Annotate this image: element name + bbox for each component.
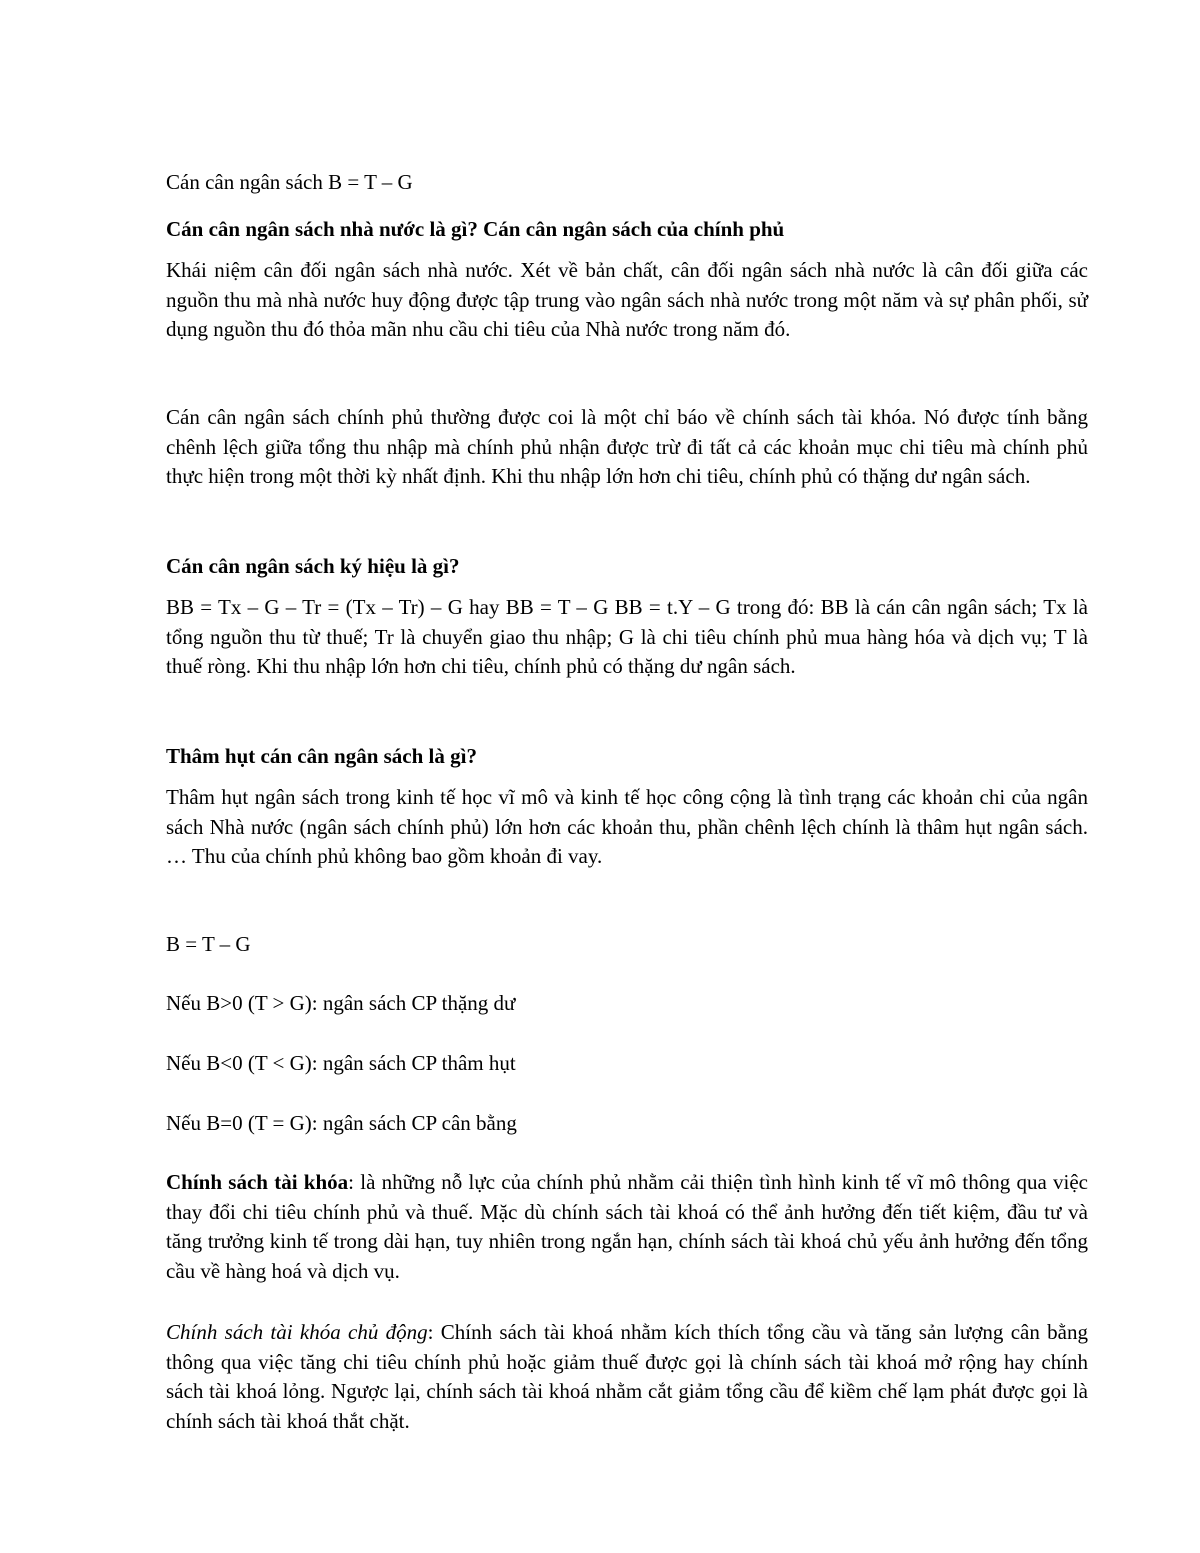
paragraph-active-fiscal-policy	[166, 1318, 1088, 1436]
case-surplus: Nếu B>0 (T > G): ngân sách CP thặng dư	[166, 991, 516, 1015]
paragraph-notation: BB = Tx – G – Tr = (Tx – Tr) – G hay BB = T – G BB = t.Y – G trong đó: BB là cán cân ngân sách; Tx là tổng nguồn thu từ thuế; Tr là chuyển giao thu nhập; G là chi tiêu chính phủ mua hàng hóa và dịch vụ; T là thuế ròng. Khi thu nhập lớn hơn chi tiêu, chính phủ có thặng dư ngân sách.	[166, 595, 1088, 678]
fiscal-policy-text: : là những nỗ lực của chính phủ nhằm cải thiện tình hình kinh tế vĩ mô thông qua việc thay đổi chi tiêu chính phủ và thuế. Mặc dù chính sách tài khoá có thể ảnh hưởng đến tiết kiệm, đầu tư và tăng trưởng kinh tế trong dài hạn, tuy nhiên trong ngắn hạn, chính sách tài khoá chủ yếu ảnh hưởng đến tổng cầu về hàng hoá và dịch vụ.	[166, 1170, 1088, 1283]
section-heading-budget-balance: Cán cân ngân sách nhà nước là gì? Cán cân ngân sách của chính phủ	[166, 217, 785, 241]
paragraph-concept: Khái niệm cân đối ngân sách nhà nước. Xét về bản chất, cân đối ngân sách nhà nước là cân đối giữa các nguồn thu mà nhà nước huy động được tập trung vào ngân sách nhà nước trong một năm và sự phân phối, sử dụng nguồn thu đó thỏa mãn nhu cầu chi tiêu của Nhà nước trong năm đó.	[166, 258, 1088, 341]
section-heading-deficit: Thâm hụt cán cân ngân sách là gì?	[166, 744, 477, 768]
paragraph-fiscal-policy	[166, 1168, 1088, 1286]
paragraph-indicator: Cán cân ngân sách chính phủ thường được coi là một chỉ báo về chính sách tài khóa. Nó được tính bằng chênh lệch giữa tổng thu nhập mà chính phủ nhận được trừ đi tất cả các khoản mục chi tiêu mà chính phủ thực hiện trong một thời kỳ nhất định. Khi thu nhập lớn hơn chi tiêu, chính phủ có thặng dư ngân sách.	[166, 405, 1088, 488]
paragraph-deficit: Thâm hụt ngân sách trong kinh tế học vĩ mô và kinh tế học công cộng là tình trạng các khoản chi của ngân sách Nhà nước (ngân sách chính phủ) lớn hơn các khoản thu, phần chênh lệch chính là thâm hụt ngân sách. … Thu của chính phủ không bao gồm khoản đi vay.	[166, 785, 1088, 868]
term-active-fiscal-policy: Chính sách tài khóa chủ động	[166, 1320, 428, 1344]
case-deficit: Nếu B<0 (T < G): ngân sách CP thâm hụt	[166, 1051, 516, 1075]
section-heading-notation: Cán cân ngân sách ký hiệu là gì?	[166, 554, 460, 578]
term-fiscal-policy: Chính sách tài khóa	[166, 1170, 349, 1194]
formula-intro-line: Cán cân ngân sách B = T – G	[166, 170, 413, 194]
active-fiscal-policy-text: : Chính sách tài khoá nhằm kích thích tổng cầu và tăng sản lượng cân bằng thông qua việc tăng chi tiêu chính phủ hoặc giảm thuế được gọi là chính sách tài khoá mở rộng hay chính sách tài khoá lỏng. Ngược lại, chính sách tài khoá nhằm cắt giảm tổng cầu để kiềm chế lạm phát được gọi là chính sách tài khoá thắt chặt.	[166, 1320, 1088, 1433]
case-balanced: Nếu B=0 (T = G): ngân sách CP cân bằng	[166, 1111, 517, 1135]
formula-line: B = T – G	[166, 932, 251, 956]
